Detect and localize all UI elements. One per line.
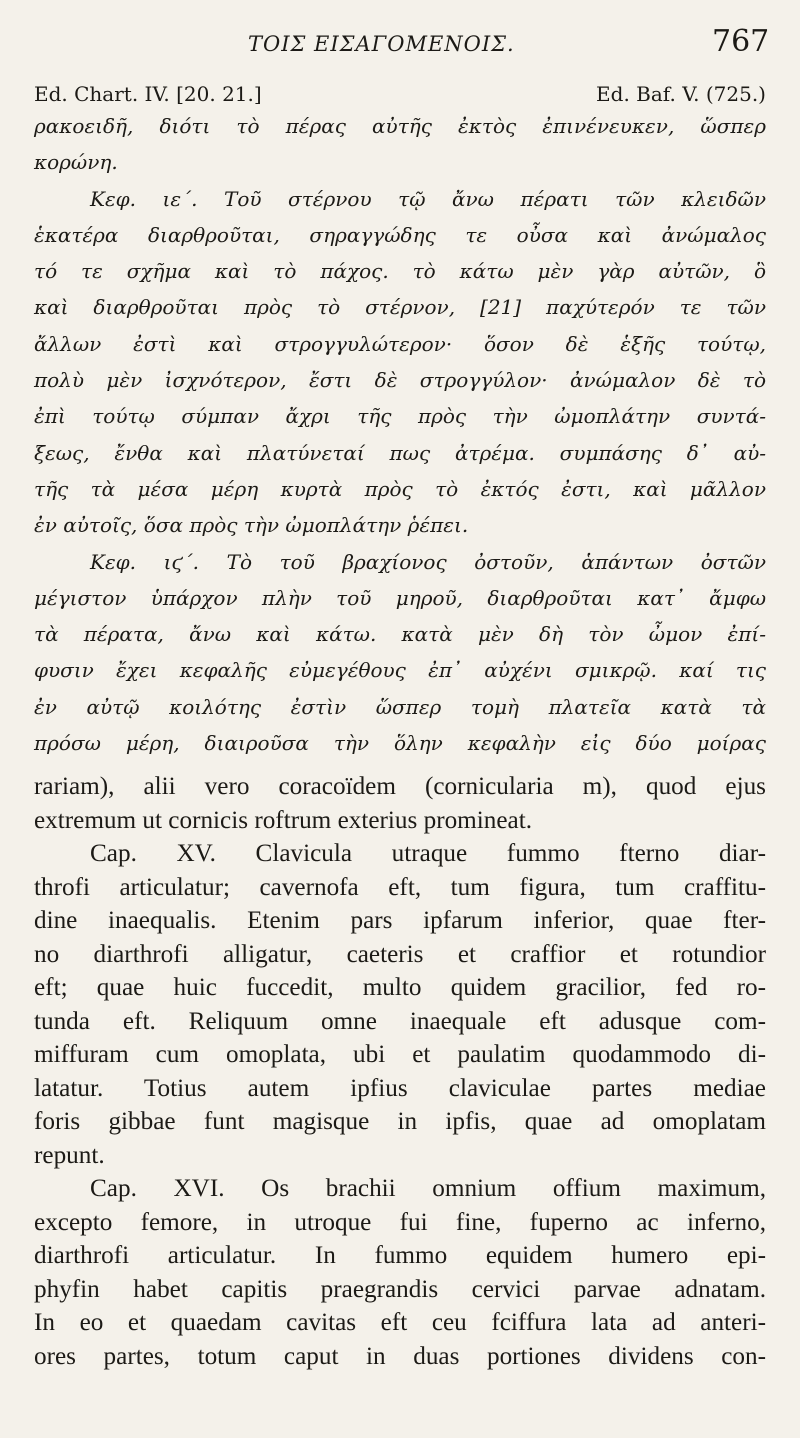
greek-text-line: πολὺ μὲν ἰσχνότερον, ἔστι δὲ στρογγύλον· ἀνώμαλον δὲ τὸ [34,368,766,393]
greek-text-line: ἐπὶ τούτῳ σύμπαν ἄχρι τῆς πρὸς τὴν ὠμοπλάτην συντά- [34,404,766,429]
latin-text-line: foris gibbae funt magisque in ipfis, quae ad omoplatam [34,1108,766,1135]
greek-text-block [34,108,766,761]
greek-text-line: ἐν αὐτοῖς, ὅσα πρὸς τὴν ὠμοπλάτην ῥέπει. [34,513,469,538]
greek-text-line: τῆς τὰ μέσα μέρη κυρτὰ πρὸς τὸ ἐκτός ἐστι, καὶ μᾶλλον [34,476,766,501]
latin-text-line: ores partes, totum caput in duas portiones dividens con- [34,1342,766,1370]
greek-text-line: ρακοειδῆ, διότι τὸ πέρας αὐτῆς ἐκτὸς ἐπινένευκεν, ὥσπερ [34,114,766,138]
running-title: ΤΟΙΣ ΕΙΣΑΓΟΜΕΝΟΙΣ. [248,32,515,56]
greek-text-line: καὶ διαρθροῦται πρὸς τὸ στέρνον, [21] παχύτερόν τε τῶν [34,295,766,320]
latin-text-line: In eo et quaedam cavitas eft ceu fciffura lata ad anteri- [34,1309,766,1336]
greek-text-line: Κεφ. ιϛ΄. Τὸ τοῦ βραχίονος ὀστοῦν, ἁπάντων ὀστῶν [90,549,766,574]
greek-text-line: ξεως, ἔνθα καὶ πλατύνεταί πως ἀτρέμα. συμπάσης δ᾽ αὐ- [34,440,766,465]
latin-text-line: latatur. Totius autem ipfius claviculae partes mediae [34,1074,766,1102]
greek-text-line: τὰ πέρατα, ἄνω καὶ κάτω. κατὰ μὲν δὴ τὸν ὦμον ἐπί- [34,622,766,647]
page-number: 767 [712,24,770,59]
running-head [0,24,800,64]
greek-text-line: κορώνη. [34,150,118,175]
greek-text-line: μέγιστον ὑπάρχον πλὴν τοῦ μηροῦ, διαρθροῦται κατ᾽ ἄμφω [34,585,766,610]
edition-basel: Ed. Baf. V. (725.) [596,82,766,106]
latin-text-line: Cap. XVI. Os brachii omnium offium maximum, [90,1175,766,1202]
latin-text-block [34,770,766,1373]
greek-text-line: φυσιν ἔχει κεφαλῆς εὐμεγέθους ἐπ᾽ αὐχένι σμικρῷ. καί τις [34,658,766,683]
greek-text-line: ἐν αὐτῷ κοιλότης ἐστὶν ὥσπερ τομὴ πλατεῖα κατὰ τὰ [34,694,766,719]
greek-text-line: τό τε σχῆμα καὶ τὸ πάχος. τὸ κάτω μὲν γὰρ αὐτῶν, ὃ [34,259,766,284]
latin-text-line: excepto femore, in utroque fui fine, fuperno ac inferno, [34,1208,766,1236]
latin-text-line: miffuram cum omoplata, ubi et paulatim quodammodo di- [34,1041,766,1068]
greek-text-line: πρόσω μέρη, διαιροῦσα τὴν ὅλην κεφαλὴν εἰς δύο μοίρας [34,731,766,756]
latin-text-line: dine inaequalis. Etenim pars ipfarum inferior, quae fter- [34,907,766,934]
greek-text-line: Κεφ. ιε΄. Τοῦ στέρνου τῷ ἄνω πέρατι τῶν κλειδῶν [90,186,766,211]
latin-text-line: Cap. XV. Clavicula utraque fummo fterno diar- [90,840,766,867]
latin-text-line: diarthrofi articulatur. In fummo equidem humero epi- [34,1242,766,1269]
latin-text-line: throfi articulatur; cavernofa eft, tum figura, tum craffitu- [34,873,766,901]
latin-text-line: phyfin habet capitis praegrandis cervici parvae adnatam. [34,1275,766,1303]
latin-text-line: tunda eft. Reliquum omne inaequale eft adusque com- [34,1007,766,1035]
edition-chartier: Ed. Chart. IV. [20. 21.] [34,82,262,106]
edition-reference-line [34,82,766,106]
greek-text-line: ἑκατέρα διαρθροῦται, σηραγγώδης τε οὖσα καὶ ἀνώμαλος [34,222,766,247]
latin-text-line: eft; quae huic fuccedit, multo quidem gracilior, fed ro- [34,974,766,1001]
greek-text-line: ἄλλων ἐστὶ καὶ στρογγυλώτερον· ὅσον δὲ ἑξῆς τούτῳ, [34,331,766,356]
latin-text-line: no diarthrofi alligatur, caeteris et craffior et rotundior [34,940,766,968]
latin-text-line: extremum ut cornicis roftrum exterius promineat. [34,806,533,834]
latin-text-line: rariam), alii vero coracoïdem (cornicularia m), quod ejus [34,773,766,800]
latin-text-line: repunt. [34,1141,105,1169]
